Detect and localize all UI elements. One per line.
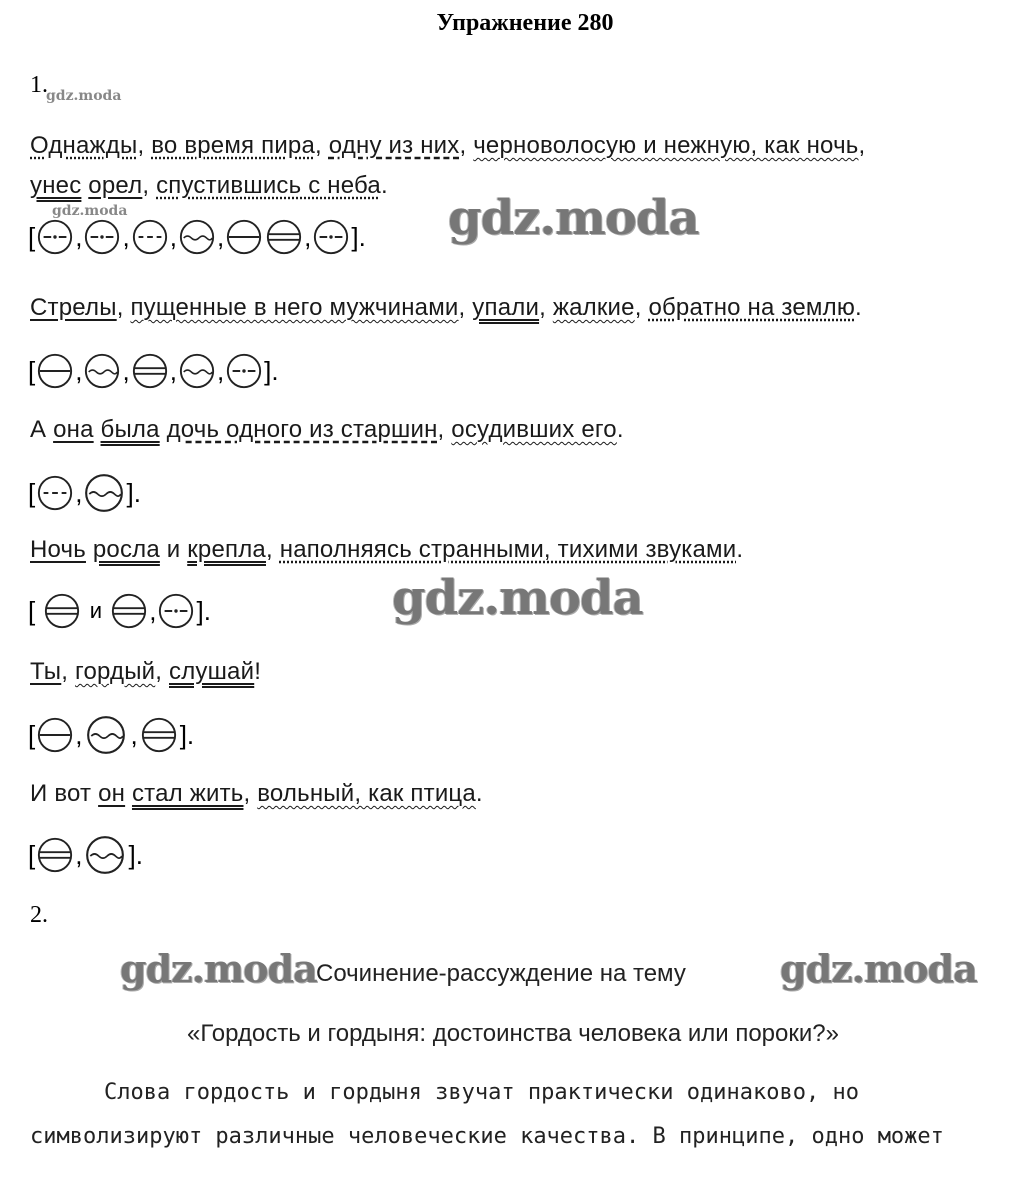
attribute: вольный, как птица xyxy=(257,780,476,807)
section-2-number: 2. xyxy=(30,902,48,928)
subject: она xyxy=(53,416,94,443)
essay-paragraph-line-1: Слова гордость и гордыня звучат практически одинаково, но xyxy=(104,1080,859,1105)
object: одну из них xyxy=(328,132,460,159)
predicate-circle-icon xyxy=(265,218,303,256)
subject: Ты xyxy=(30,658,62,685)
scheme-3: [ , ]. xyxy=(28,472,141,514)
subject-circle-icon xyxy=(36,716,74,754)
subject-circle-icon xyxy=(225,218,263,256)
watermark: gdz.moda xyxy=(392,570,643,626)
attribute: черноволосую и нежную, как ночь xyxy=(473,132,859,159)
sentence-1-line-2: унес орел, спустившись с неба. xyxy=(30,172,388,199)
predicate: крепла xyxy=(187,536,266,563)
adverbial-circle-icon xyxy=(225,352,263,390)
sentence-1-line-1: Однажды, во время пира, одну из них, черноволосую и нежную, как ночь, xyxy=(30,132,866,159)
attribute-circle-icon xyxy=(83,472,125,514)
scheme-6: [ , ]. xyxy=(28,834,143,876)
object-circle-icon xyxy=(36,474,74,512)
watermark: gdz.moda xyxy=(780,946,977,991)
adverbial: во время пира xyxy=(151,132,316,159)
scheme-4: [ и , ]. xyxy=(28,592,211,630)
adverbial-circle-icon xyxy=(36,218,74,256)
predicate: росла xyxy=(92,536,160,563)
predicate: упали xyxy=(472,294,540,321)
subject: он xyxy=(98,780,126,807)
predicate-circle-icon xyxy=(131,352,169,390)
predicate: слушай xyxy=(169,658,255,685)
watermark: gdz.moda xyxy=(448,190,699,246)
attribute-circle-icon xyxy=(178,352,216,390)
sentence-2: Стрелы, пущенные в него мужчинами, упали, жалкие, обратно на землю. xyxy=(30,294,862,321)
adverbial: обратно на землю xyxy=(648,294,856,321)
scheme-2: [ , , , , ]. xyxy=(28,352,279,390)
attribute: осудивших его xyxy=(451,416,617,443)
watermark: gdz.moda xyxy=(120,946,317,991)
object-circle-icon xyxy=(131,218,169,256)
attribute: гордый xyxy=(75,658,156,685)
essay-heading: Сочинение-рассуждение на тему xyxy=(316,960,686,987)
adverbial: Однажды xyxy=(30,132,138,159)
watermark-small: gdz.moda xyxy=(46,88,122,104)
adverbial-circle-icon xyxy=(312,218,350,256)
watermark-small: gdz.moda xyxy=(52,203,128,219)
subject-circle-icon xyxy=(36,352,74,390)
essay-topic: «Гордость и гордыня: достоинства человека или пороки?» xyxy=(187,1020,839,1047)
essay-paragraph-line-2: символизируют различные человеческие качества. В принципе, одно может xyxy=(30,1124,944,1149)
adverbial-circle-icon xyxy=(83,218,121,256)
predicate: была xyxy=(100,416,160,443)
sentence-3: А она была дочь одного из старшин, осудивших его. xyxy=(30,416,624,443)
predicate-circle-icon xyxy=(36,836,74,874)
page-title: Упражнение 280 xyxy=(436,10,614,36)
adverbial: спустившись с неба xyxy=(156,172,381,199)
predicate: стал жить xyxy=(131,780,244,807)
scheme-5: [ , , ]. xyxy=(28,714,194,756)
predicate: унес xyxy=(30,172,82,199)
sentence-5: Ты, гордый, слушай! xyxy=(30,658,262,685)
sentence-6: И вот он стал жить, вольный, как птица. xyxy=(30,780,483,807)
object: дочь одного из старшин xyxy=(166,416,438,443)
predicate-circle-icon xyxy=(43,592,81,630)
predicate-circle-icon xyxy=(110,592,148,630)
attribute: пущенные в него мужчинами xyxy=(130,294,459,321)
attribute-circle-icon xyxy=(83,714,129,756)
attribute-circle-icon xyxy=(83,834,127,876)
subject: Ночь xyxy=(30,536,86,563)
adverbial: наполняясь странными, тихими звуками xyxy=(279,536,737,563)
attribute: жалкие xyxy=(552,294,635,321)
subject: орел xyxy=(88,172,143,199)
attribute-circle-icon xyxy=(178,218,216,256)
subject: Стрелы xyxy=(30,294,117,321)
predicate-circle-icon xyxy=(139,716,179,754)
adverbial-circle-icon xyxy=(157,592,195,630)
scheme-1: [ , , , , , ]. xyxy=(28,218,366,256)
sentence-4: Ночь росла и крепла, наполняясь странными, тихими звуками. xyxy=(30,536,744,563)
section-1-number: 1. xyxy=(30,72,48,98)
attribute-circle-icon xyxy=(83,352,121,390)
